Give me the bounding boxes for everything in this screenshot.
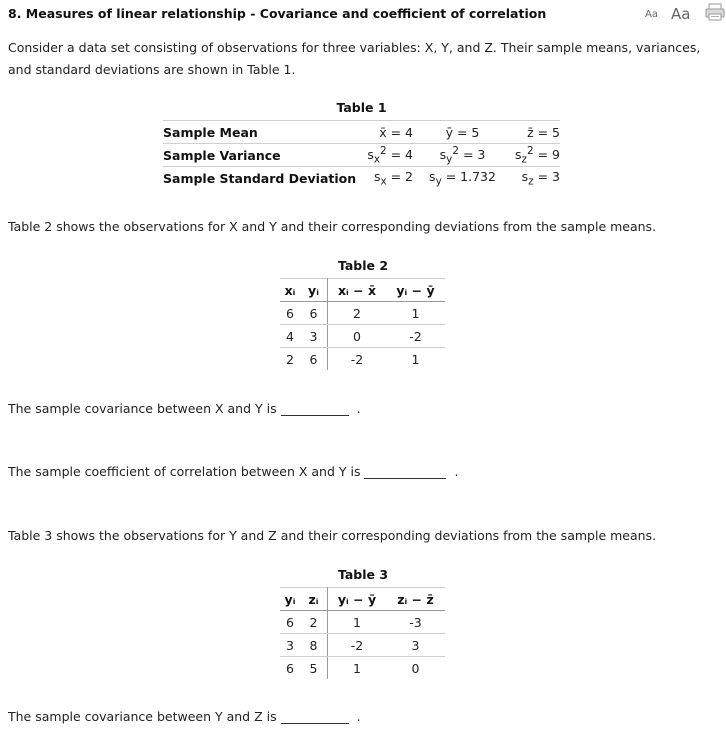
cell: 6 [280, 302, 300, 325]
col-header: zᵢ [300, 588, 328, 611]
y-value: $s_y = 1.732$ [429, 168, 496, 188]
x-value: $s_x^2 = 4$ [357, 144, 413, 167]
z-value: z̄ = 5 [512, 121, 560, 144]
table3-intro: Table 3 shows the observations for Y and Z and their corresponding deviations from the sample means. [8, 528, 657, 543]
cell: 5 [300, 657, 328, 680]
period: . [356, 401, 361, 416]
cell: 1 [386, 302, 445, 325]
table2 [280, 278, 445, 370]
period: . [454, 464, 459, 479]
table-row [163, 121, 560, 144]
table-row [280, 302, 445, 325]
decrease-font-button[interactable]: Aa [645, 9, 658, 20]
question-text: The sample coefficient of correlation between X and Y is [8, 464, 361, 479]
question-corr-xy [8, 461, 713, 483]
cell: 0 [411, 660, 420, 676]
table2-intro: Table 2 shows the observations for X and Y and their corresponding deviations from the sample means. [8, 219, 657, 234]
cell: 6 [280, 611, 300, 634]
cell: 0 [328, 325, 387, 348]
cell: 3 [300, 325, 328, 348]
table-row [163, 144, 560, 167]
question-cov-yz [8, 706, 713, 728]
row-label: Sample Standard Deviation [163, 170, 357, 186]
cell: -2 [350, 351, 364, 367]
cell: 6 [286, 660, 294, 676]
z-value: $s_z^2 = 9$ [512, 144, 560, 167]
cell: 1 [328, 611, 387, 634]
table-row [280, 657, 445, 680]
col-header: yᵢ − ȳ [386, 279, 445, 302]
cell: 3 [280, 634, 300, 657]
cell: 6 [300, 302, 328, 325]
page-title: 8. Measures of linear relationship - Covariance and coefficient of correlation [8, 6, 547, 21]
y-value: $s_y^2 = 3$ [413, 144, 512, 167]
intro-paragraph: Consider a data set consisting of observations for three variables: X, Y, and Z. Their sample means, variances, and standard deviations are shown in Table 1. [8, 40, 701, 77]
table3 [280, 587, 445, 679]
x-value: x̄ = 4 [357, 121, 413, 144]
z-value: $s_z = 3$ [521, 168, 560, 188]
cell: 1 [353, 660, 361, 676]
y-value: ȳ = 5 [413, 121, 512, 144]
row-label: Sample Mean [163, 121, 357, 144]
period: . [356, 709, 361, 724]
row-label: Sample Variance [163, 144, 357, 167]
col-header: yᵢ [300, 279, 328, 302]
cell: -2 [386, 325, 445, 348]
table1-caption: Table 1 [336, 100, 387, 115]
question-text: The sample covariance between Y and Z is [8, 709, 277, 724]
cell: 2 [286, 351, 294, 367]
table2-caption: Table 2 [337, 258, 389, 273]
table-row [280, 611, 445, 634]
answer-blank-cov-yz[interactable] [281, 709, 349, 724]
print-icon[interactable] [705, 3, 725, 21]
cell: -3 [386, 611, 445, 634]
increase-font-button[interactable]: Aa [671, 5, 691, 23]
x-value: $s_x = 2$ [373, 168, 413, 188]
cell: 3 [386, 634, 445, 657]
table-row [163, 167, 560, 190]
cell: 2 [300, 611, 328, 634]
question-text: The sample covariance between X and Y is [8, 401, 277, 416]
col-header: yᵢ [280, 588, 300, 611]
table3-caption: Table 3 [337, 567, 389, 582]
col-header: yᵢ − ȳ [328, 588, 387, 611]
cell: 2 [328, 302, 387, 325]
answer-blank-corr-xy[interactable] [364, 464, 446, 479]
question-cov-xy [8, 398, 713, 420]
col-header: zᵢ − z̄ [386, 588, 445, 611]
answer-blank-cov-xy[interactable] [281, 401, 349, 416]
cell: 8 [300, 634, 328, 657]
cell: 6 [300, 348, 328, 371]
table-row [280, 325, 445, 348]
table-row [280, 348, 445, 371]
cell: -2 [328, 634, 387, 657]
cell: 1 [411, 351, 420, 367]
table-row [280, 634, 445, 657]
col-header: xᵢ − x̄ [328, 279, 387, 302]
table1 [163, 120, 560, 189]
col-header: xᵢ [280, 279, 300, 302]
cell: 4 [280, 325, 300, 348]
